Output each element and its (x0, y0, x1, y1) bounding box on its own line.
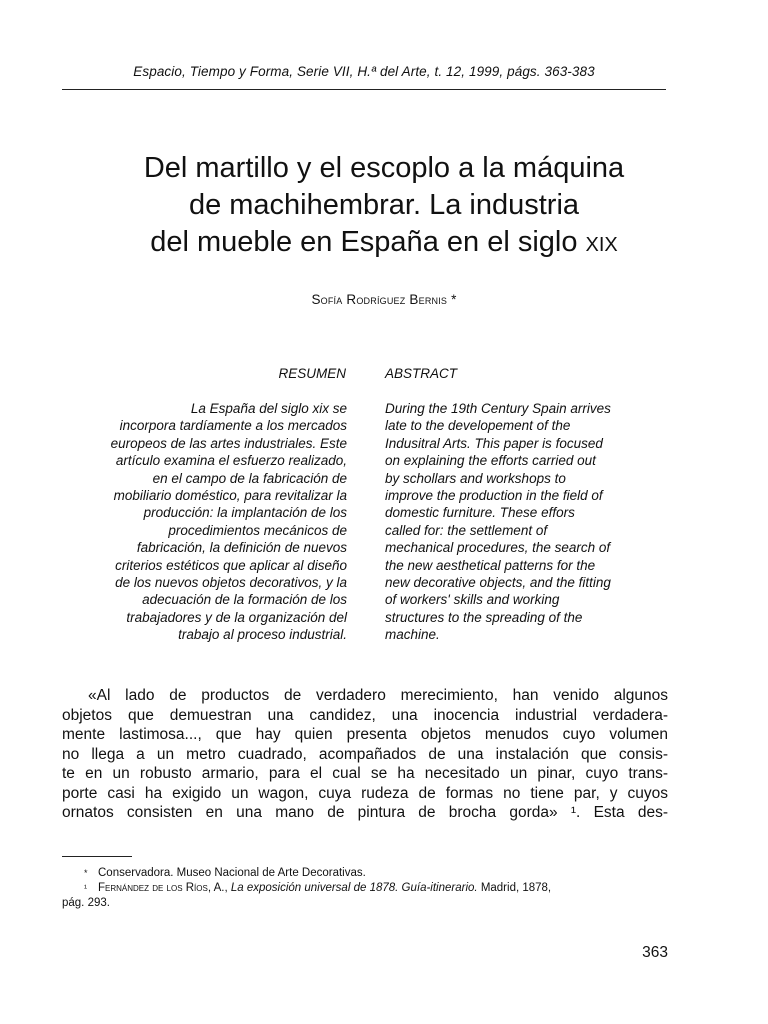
body-line: ornatos consisten en una mano de pintura de brocha gorda» ¹. Esta des- (62, 804, 668, 821)
title-line-3 (30, 224, 738, 261)
footnote-1-work: La exposición universal de 1878. Guía-itinerario. (230, 882, 478, 894)
abstract-line: domestic furniture. These effors (385, 505, 575, 521)
resumen-line: en el campo de la fabricación de (152, 470, 347, 486)
body-line: porte casi ha exigido un wagon, cuya rudeza de formas no tiene par, y cuyos (62, 784, 668, 802)
header-divider (62, 89, 666, 90)
resumen-text (57, 400, 347, 644)
footnotes (62, 866, 670, 911)
resumen-line: La España del siglo xix se (190, 401, 347, 416)
page-number: 363 (642, 944, 668, 961)
abstract-heading: ABSTRACT (385, 366, 458, 381)
resumen-line: trabajo al proceso industrial. (178, 627, 347, 643)
resumen-line: adecuación de la formación de los (142, 592, 347, 608)
body-line: te en un robusto armario, para el cual se ha necesitado un pinar, cuyo trans- (62, 765, 668, 782)
title-line-2: de machihembrar. La industria (188, 189, 580, 221)
resumen-line: criterios estéticos que aplicar al diseño (115, 557, 347, 573)
resumen-line: procedimientos mecánicos de (168, 522, 347, 538)
abstract-line: of workers' skills and working (385, 592, 560, 608)
footnote-1-rest: Madrid, 1878, (480, 882, 552, 894)
journal-citation: Espacio, Tiempo y Forma, Serie VII, H.ª del Arte, t. 12, 1999, págs. 363-383 (133, 64, 595, 79)
resumen-line: producción: la implantación de los (143, 505, 347, 521)
author-name: Sofía Rodríguez Bernis * (311, 292, 457, 307)
body-line: no llega a un metro cuadrado, acompañados de una instalación que consis- (62, 745, 668, 763)
footnote-star-mark: * (84, 868, 88, 878)
abstract-line: late to the developement of the (385, 418, 571, 434)
abstract-line: called for: the settlement of (385, 522, 548, 538)
footnote-1-continuation: pág. 293. (62, 897, 110, 909)
body-paragraph (62, 686, 668, 823)
resumen-line: artículo examina el esfuerzo realizado, (115, 453, 347, 469)
title-line-3-text: del mueble en España en el siglo (150, 226, 578, 258)
abstract-line: the new aesthetical patterns for the (385, 557, 596, 573)
abstract-line: structures to the spreading of the (385, 609, 583, 625)
abstract-line: mechanical procedures, the search of (385, 540, 611, 556)
body-line: mente lastimosa..., que hay quien presenta objetos menudos cuyo volumen (62, 726, 668, 743)
title-line-1: Del martillo y el escoplo a la máquina (143, 152, 625, 184)
article-title (30, 150, 738, 261)
abstract-line: by schollars and workshops to (385, 470, 566, 486)
resumen-line: europeos de las artes industriales. Este (110, 435, 347, 451)
abstract-line: new decorative objects, and the fitting (385, 575, 611, 591)
footnote-1-mark: ¹ (84, 883, 87, 893)
body-line: objetos que demuestran una candidez, una inocencia industrial verdadera- (62, 706, 668, 724)
abstract-line: During the 19th Century Spain arrives (385, 401, 611, 416)
abstract-line: Indusitral Arts. This paper is focused (385, 435, 603, 451)
resumen-line: mobiliario doméstico, para revitalizar la (113, 488, 347, 504)
resumen-line: trabajadores y de la organización del (126, 609, 347, 625)
abstract-line: on explaining the efforts carried out (385, 453, 596, 469)
resumen-line: de los nuevos objetos decorativos, y la (115, 575, 347, 591)
abstract-text (385, 400, 675, 644)
footnote-1 (62, 881, 670, 896)
body-line: «Al lado de productos de verdadero merecimiento, han venido algunos (88, 687, 668, 704)
title-century: xix (585, 226, 618, 258)
footnote-1-author: Fernández de los Ríos, A., (98, 882, 228, 894)
abstract-line: machine. (385, 627, 440, 643)
resumen-heading: RESUMEN (278, 366, 346, 381)
footnote-star (62, 866, 670, 881)
abstract-line: improve the production in the field of (385, 488, 603, 504)
resumen-line: incorpora tardíamente a los mercados (119, 418, 347, 434)
resumen-line: fabricación, la definición de nuevos (136, 540, 347, 556)
footnote-divider (62, 856, 132, 857)
footnote-star-text: Conservadora. Museo Nacional de Arte Decorativas. (98, 867, 366, 879)
